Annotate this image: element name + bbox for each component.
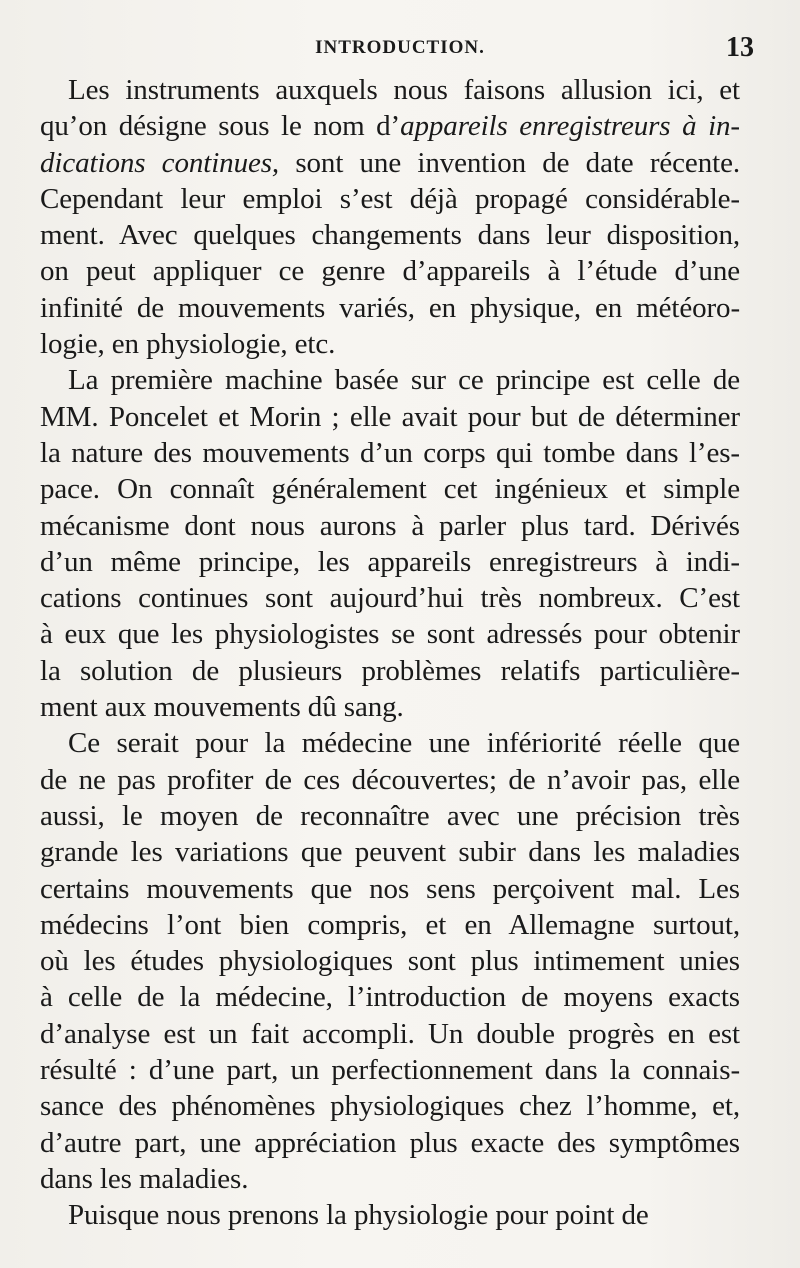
text-line xyxy=(40,1125,740,1161)
text-run: La première machine basée sur ce principe est celle de xyxy=(68,364,740,397)
text-line xyxy=(40,1161,740,1197)
text-run: ment. Avec quelques changements dans leur disposition, xyxy=(40,219,740,252)
paragraph xyxy=(40,72,740,362)
text-run: mécanisme dont nous aurons à parler plus tard. Dérivés xyxy=(40,509,740,542)
text-line xyxy=(40,435,740,471)
text-run: de ne pas profiter de ces découvertes; de n’avoir pas, elle xyxy=(40,763,740,796)
text-line xyxy=(40,217,740,253)
text-line xyxy=(40,689,740,725)
text-line xyxy=(40,907,740,943)
text-run: médecins l’ont bien compris, et en Allemagne surtout, xyxy=(40,908,740,941)
running-head xyxy=(40,30,760,66)
text-line xyxy=(40,326,740,362)
text-run: la nature des mouvements d’un corps qui tombe dans l’es- xyxy=(40,436,740,469)
text-line xyxy=(40,798,740,834)
text-run: grande les variations que peuvent subir dans les maladies xyxy=(40,836,740,869)
text-line xyxy=(40,145,740,181)
text-line xyxy=(40,943,740,979)
text-run: d’autre part, une appréciation plus exacte des symptômes xyxy=(40,1126,740,1159)
running-title: INTRODUCTION. xyxy=(315,37,485,58)
text-run: Ce serait pour la médecine une infériorité réelle que xyxy=(68,727,740,760)
text-line xyxy=(40,653,740,689)
text-run: sont une invention de date récente. xyxy=(279,146,740,179)
text-line xyxy=(40,399,740,435)
text-run: qu’on désigne sous le nom d’ xyxy=(40,110,401,143)
text-line xyxy=(40,762,740,798)
text-run: infinité de mouvements variés, en physique, en météoro- xyxy=(40,291,740,324)
text-line xyxy=(40,544,740,580)
text-line xyxy=(40,616,740,652)
text-line xyxy=(40,834,740,870)
text-run: d’un même principe, les appareils enregistreurs à indi- xyxy=(40,545,740,578)
italic-text: appareils enregistreurs à in- xyxy=(400,110,740,143)
text-run: sance des phénomènes physiologiques chez l’homme, et, xyxy=(40,1090,740,1123)
text-run: Les instruments auxquels nous faisons allusion ici, et xyxy=(68,74,740,106)
text-run: où les études physiologiques sont plus intimement unies xyxy=(40,945,740,978)
text-line xyxy=(40,471,740,507)
text-line xyxy=(40,580,740,616)
text-line xyxy=(40,253,740,289)
text-line xyxy=(40,290,740,326)
text-run: dans les maladies. xyxy=(40,1162,249,1195)
text-run: pace. On connaît généralement cet ingénieux et simple xyxy=(40,473,740,506)
text-line xyxy=(40,362,740,398)
text-run: on peut appliquer ce genre d’appareils à l’étude d’une xyxy=(40,255,740,288)
text-run: la solution de plusieurs problèmes relatifs particulière- xyxy=(40,654,740,687)
text-run: résulté : d’une part, un perfectionnement dans la connais- xyxy=(40,1054,740,1087)
italic-text: dications continues, xyxy=(40,146,280,179)
text-run: logie, en physiologie, etc. xyxy=(40,328,336,361)
text-line xyxy=(40,725,740,761)
body-text xyxy=(40,72,740,1234)
text-line xyxy=(40,108,740,144)
text-run: ment aux mouvements dû sang. xyxy=(40,691,404,724)
text-run: d’analyse est un fait accompli. Un double progrès en est xyxy=(40,1017,740,1050)
text-line xyxy=(40,1052,740,1088)
text-run: MM. Poncelet et Morin ; elle avait pour but de déterminer xyxy=(40,400,740,433)
text-run: Cependant leur emploi s’est déjà propagé considérable- xyxy=(40,182,740,215)
paragraph xyxy=(40,1197,740,1233)
text-run: Puisque nous prenons la physiologie pour point de xyxy=(68,1199,649,1232)
page-number: 13 xyxy=(726,32,754,63)
text-line xyxy=(40,1088,740,1124)
text-run: à celle de la médecine, l’introduction de moyens exacts xyxy=(40,981,740,1014)
text-run: cations continues sont aujourd’hui très nombreux. C’est xyxy=(40,582,740,615)
text-line xyxy=(40,871,740,907)
text-line xyxy=(40,1016,740,1052)
text-line xyxy=(40,72,740,108)
text-run: aussi, le moyen de reconnaître avec une précision très xyxy=(40,799,740,832)
paragraph xyxy=(40,362,740,725)
text-line xyxy=(40,508,740,544)
text-line xyxy=(40,1197,740,1233)
text-line xyxy=(40,181,740,217)
paragraph xyxy=(40,725,740,1197)
text-run: certains mouvements que nos sens perçoivent mal. Les xyxy=(40,872,740,905)
text-run: à eux que les physiologistes se sont adressés pour obtenir xyxy=(40,618,740,651)
text-line xyxy=(40,979,740,1015)
